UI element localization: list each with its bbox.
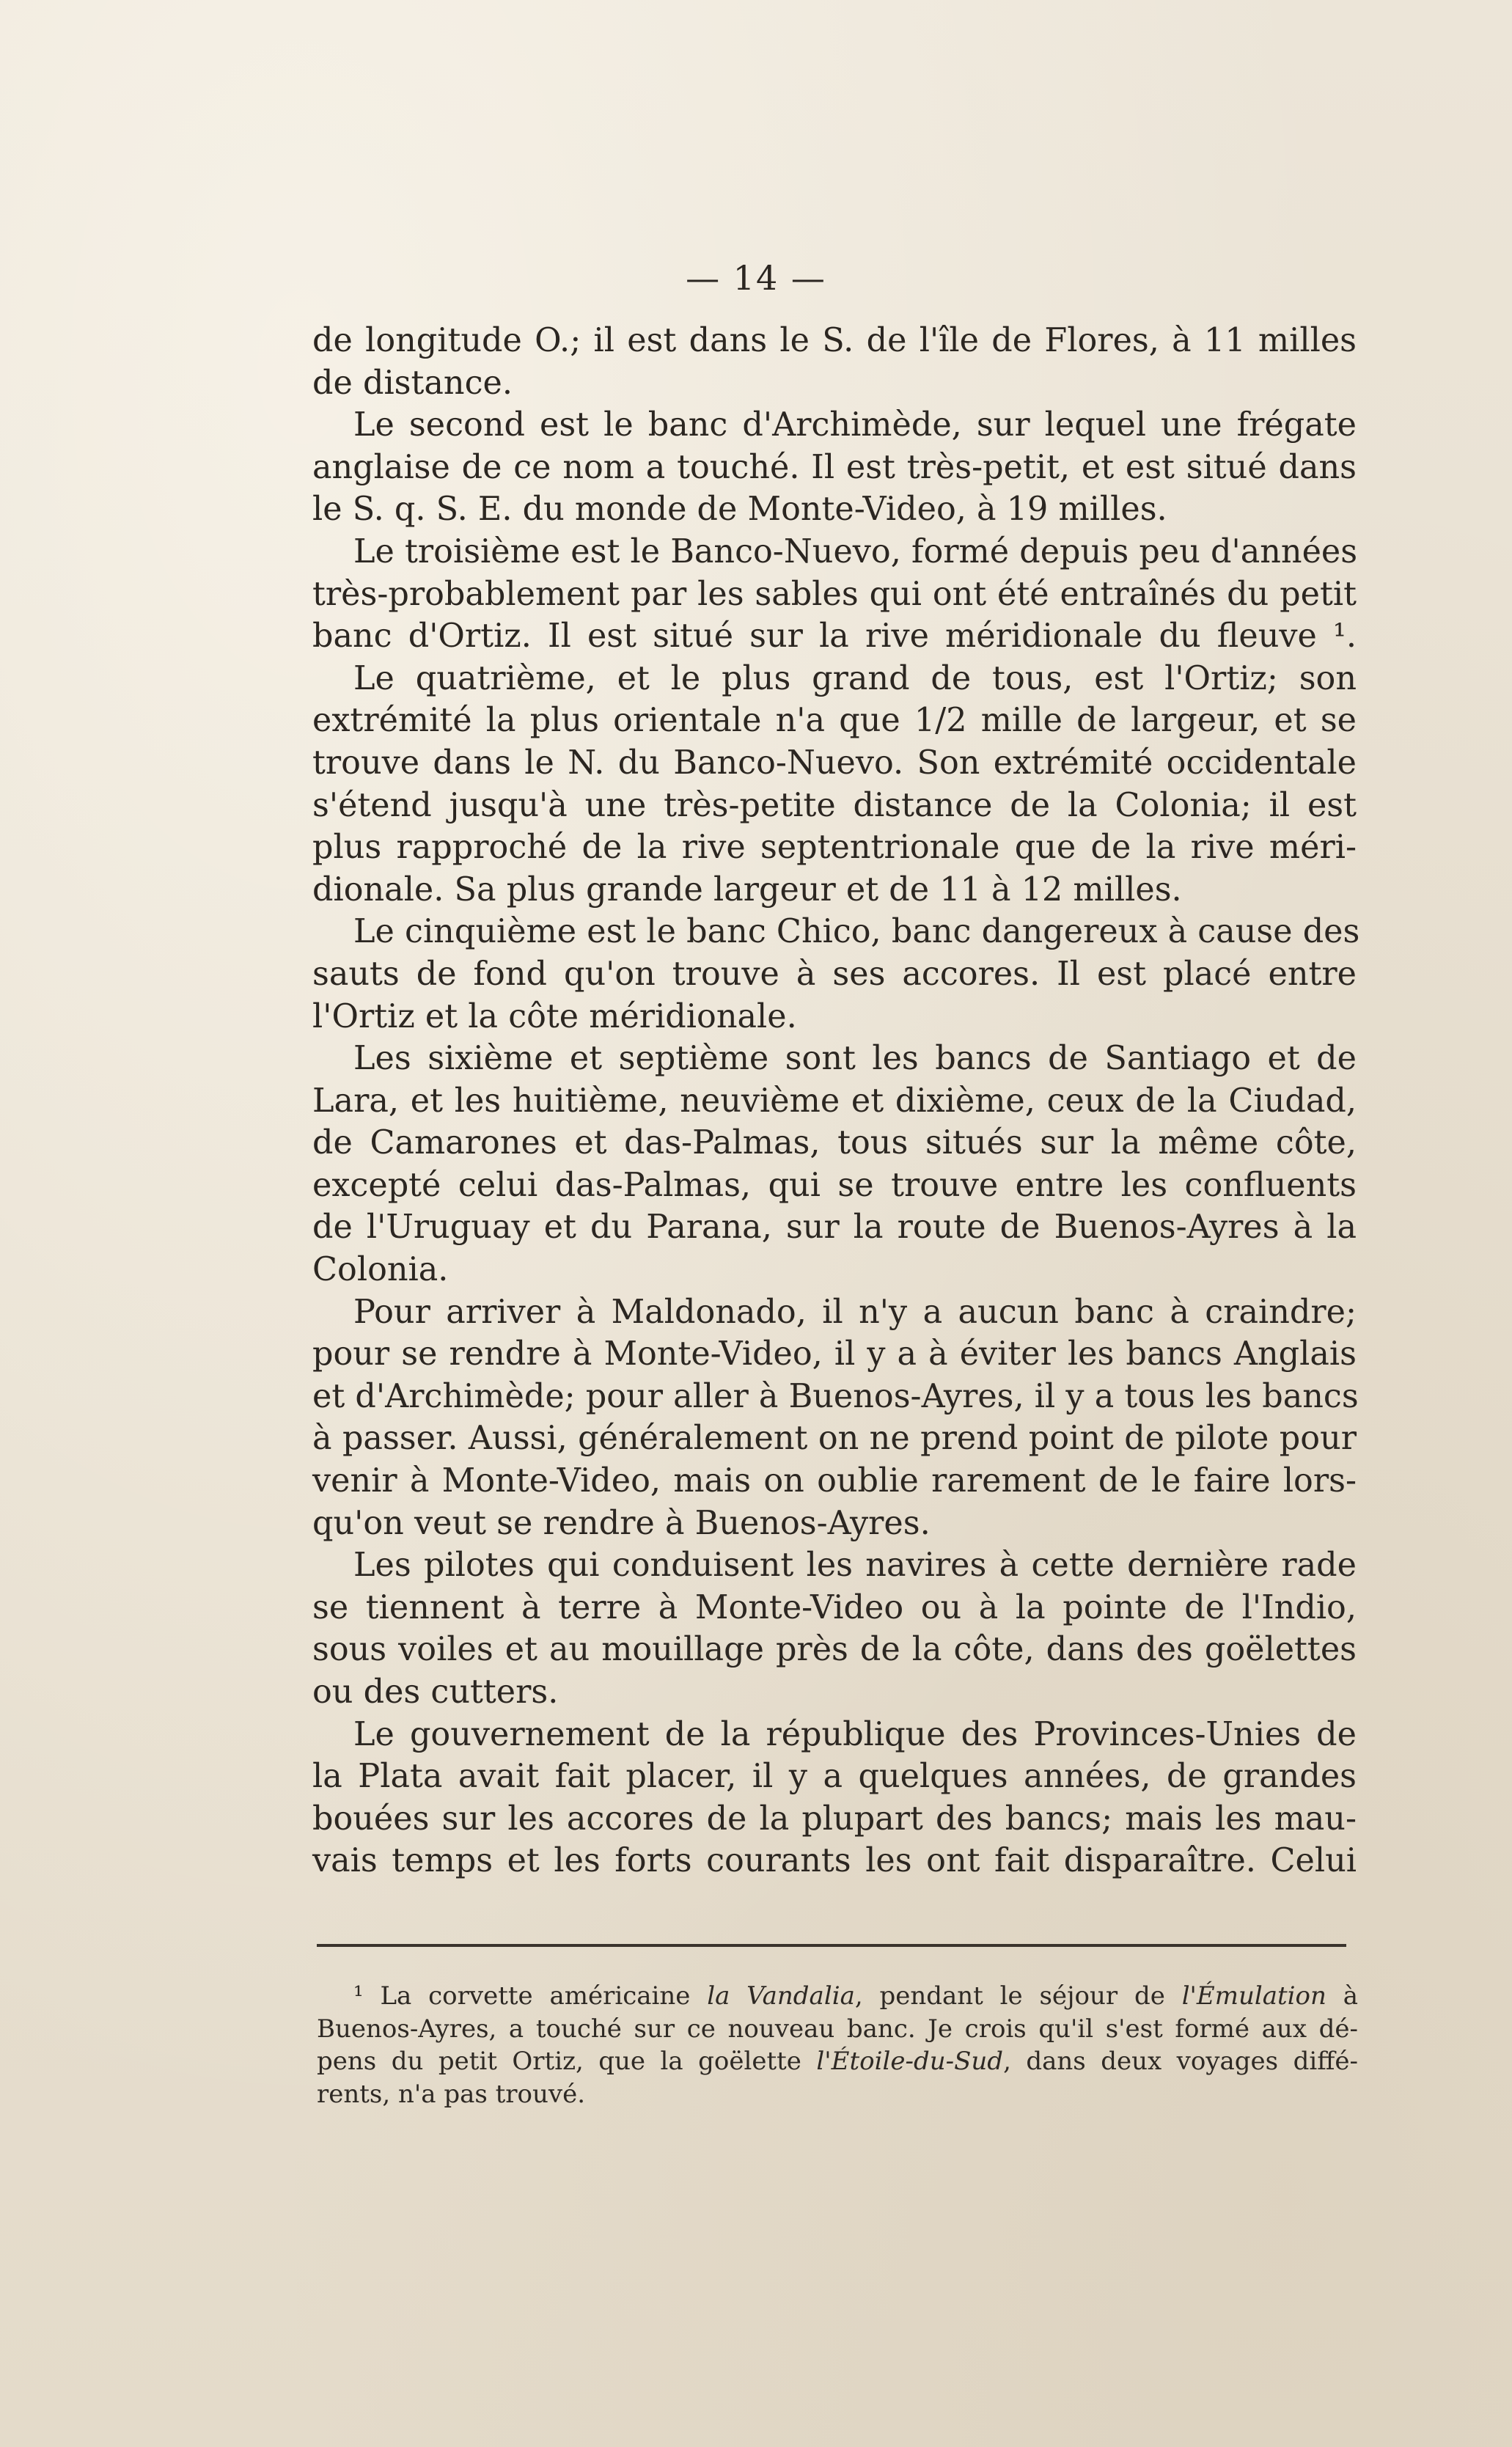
text-line: qu'on veut se rendre à Buenos-Ayres. bbox=[312, 1504, 931, 1542]
text-line: l'Ortiz et la côte méridionale. bbox=[312, 997, 797, 1035]
footnote-line bbox=[317, 1980, 1358, 2013]
text-line: Le troisième est le Banco-Nuevo, formé depuis peu d'années bbox=[353, 532, 1358, 571]
footnote-line bbox=[317, 2045, 1358, 2078]
text-line: banc d'Ortiz. Il est situé sur la rive méridionale du fleuve ¹. bbox=[312, 617, 1357, 656]
text-line: de Camarones et das-Palmas, tous situés sur la même côte, bbox=[312, 1124, 1357, 1162]
footnote-italic: l'Émulation bbox=[1181, 1981, 1326, 2011]
footnote-italic: l'Étoile-du-Sud bbox=[816, 2047, 1004, 2076]
body-text bbox=[312, 320, 1360, 1882]
text-line: extrémité la plus orientale n'a que 1/2 mille de largeur, et se bbox=[312, 702, 1357, 740]
text-line: sauts de fond qu'on trouve à ses accores. Il est placé entre bbox=[312, 955, 1357, 993]
footnote-text: La corvette américaine bbox=[380, 1981, 708, 2011]
text-line: de l'Uruguay et du Parana, sur la route de Buenos-Ayres à la bbox=[312, 1208, 1357, 1247]
text-line: se tiennent à terre à Monte-Video ou à la pointe de l'Indio, bbox=[312, 1588, 1357, 1626]
footnote bbox=[317, 1980, 1358, 2110]
text-line: excepté celui das-Palmas, qui se trouve entre les confluents bbox=[312, 1166, 1357, 1204]
footnote-italic: la Vandalia bbox=[707, 1981, 855, 2011]
text-line: pour se rendre à Monte-Video, il y a à éviter les bancs Anglais bbox=[312, 1335, 1357, 1373]
text-line: ou des cutters. bbox=[312, 1673, 559, 1711]
text-line: Lara, et les huitième, neuvième et dixième, ceux de la Ciudad, bbox=[312, 1082, 1357, 1120]
text-line: s'étend jusqu'à une très-petite distance de la Colonia; il est bbox=[312, 786, 1357, 824]
text-line: le S. q. S. E. du monde de Monte-Video, à 19 milles. bbox=[312, 491, 1167, 529]
text-line: Le gouvernement de la république des Provinces-Unies de bbox=[353, 1715, 1357, 1753]
text-line: Les sixième et septième sont les bancs de Santiago et de bbox=[353, 1040, 1357, 1078]
text-line: Les pilotes qui conduisent les navires à cette dernière rade bbox=[353, 1547, 1357, 1585]
footnote-line: rents, n'a pas trouvé. bbox=[317, 2079, 586, 2109]
page-number: — 14 — bbox=[686, 258, 826, 298]
footnote-text: pens du petit Ortiz, que la goëlette bbox=[317, 2047, 817, 2076]
text-line: bouées sur les accores de la plupart des bancs; mais les mau- bbox=[312, 1800, 1357, 1838]
text-line: très-probablement par les sables qui ont été entraînés du petit bbox=[312, 575, 1357, 613]
text-line: dionale. Sa plus grande largeur et de 11 à 12 milles. bbox=[312, 870, 1182, 909]
text-line: la Plata avait fait placer, il y a quelques années, de grandes bbox=[312, 1758, 1357, 1796]
footnote-text: à bbox=[1326, 1981, 1358, 2011]
text-line: Colonia. bbox=[312, 1251, 449, 1289]
text-line: trouve dans le N. du Banco-Nuevo. Son extrémité occidentale bbox=[312, 744, 1357, 782]
text-line: venir à Monte-Video, mais on oublie rarement de le faire lors- bbox=[312, 1462, 1357, 1500]
footnote-divider bbox=[317, 1944, 1346, 1947]
text-line: de distance. bbox=[312, 364, 513, 402]
footnote-marker: ¹ bbox=[353, 1981, 364, 2011]
text-line: sous voiles et au mouillage près de la côte, dans des goëlettes bbox=[312, 1631, 1357, 1669]
text-line: Le second est le banc d'Archimède, sur lequel une frégate bbox=[353, 406, 1357, 444]
text-line: Le cinquième est le banc Chico, banc dangereux à cause des bbox=[353, 913, 1360, 951]
text-line: plus rapproché de la rive septentrionale que de la rive méri- bbox=[312, 829, 1357, 867]
footnote-line: Buenos-Ayres, a touché sur ce nouveau banc. Je crois qu'il s'est formé aux dé- bbox=[317, 2014, 1358, 2044]
footnote-text: , dans deux voyages diffé- bbox=[1003, 2047, 1358, 2076]
text-line: Le quatrième, et le plus grand de tous, est l'Ortiz; son bbox=[353, 659, 1357, 697]
text-line: Pour arriver à Maldonado, il n'y a aucun banc à craindre; bbox=[353, 1293, 1357, 1331]
text-line: à passer. Aussi, généralement on ne prend point de pilote pour bbox=[312, 1420, 1357, 1458]
text-line: vais temps et les forts courants les ont fait disparaître. Celui bbox=[312, 1842, 1357, 1880]
text-line: et d'Archimède; pour aller à Buenos-Ayres, il y a tous les bancs bbox=[312, 1377, 1359, 1415]
text-line: anglaise de ce nom a touché. Il est très-petit, et est situé dans bbox=[312, 448, 1357, 486]
footnote-text: , pendant le séjour de bbox=[854, 1981, 1182, 2011]
text-line: de longitude O.; il est dans le S. de l'île de Flores, à 11 milles bbox=[312, 322, 1357, 359]
